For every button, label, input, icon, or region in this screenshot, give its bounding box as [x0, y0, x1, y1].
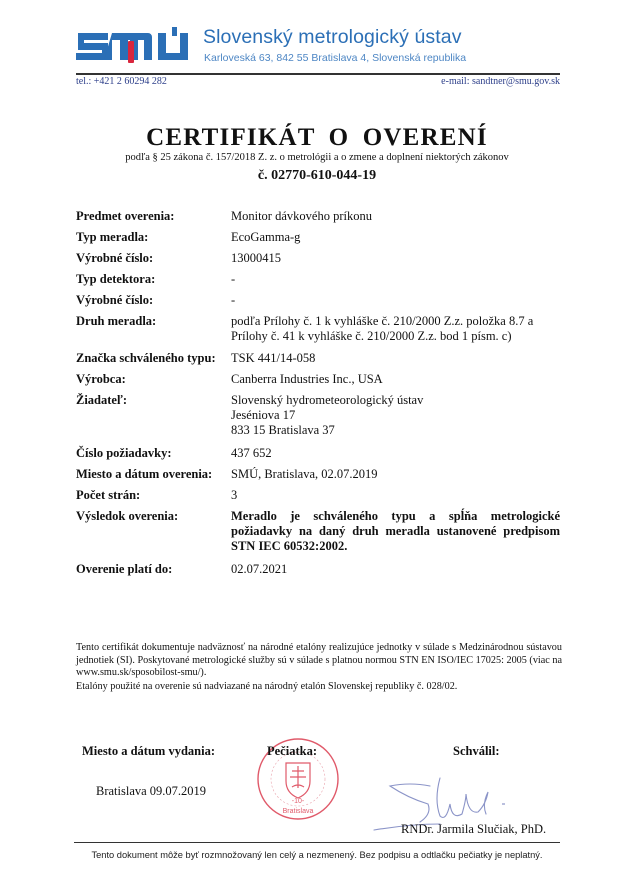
field-value-manufacturer: Canberra Industries Inc., USA — [231, 372, 383, 386]
approver-name: RNDr. Jarmila Slučiak, PhD. — [401, 822, 547, 836]
phone-number: tel.: +421 2 60294 282 — [76, 76, 167, 87]
field-value-detector-type: - — [231, 272, 236, 286]
issue-place-date-value: Bratislava 09.07.2019 — [96, 784, 207, 798]
field-label: Výrobca: — [76, 372, 126, 386]
field-value-detector-serial: - — [231, 293, 236, 307]
field-label: Overenie platí do: — [76, 562, 173, 576]
field-value-page-count: 3 — [231, 488, 238, 502]
field-label: Predmet overenia: — [76, 209, 175, 223]
certificate-number: č. 02770-610-044-19 — [257, 168, 377, 183]
field-label: Žiadateľ: — [76, 393, 127, 407]
stamp-number: -10- — [291, 798, 305, 805]
stamp-city: Bratislava — [282, 808, 314, 815]
field-value-verification-result: Meradlo je schváleného typu a spĺňa metrologické požiadavky na daný druh meradla ustanovené predpisom STN IEC 60532:2002. — [231, 509, 560, 553]
field-value-applicant: Slovenský hydrometeorologický ústav Jeséniova 17 833 15 Bratislava 37 — [231, 393, 424, 437]
smu-logo — [74, 25, 192, 67]
header-divider — [76, 73, 560, 75]
field-value-meter-type: EcoGamma-g — [231, 230, 301, 244]
footer-disclaimer: Tento dokument môže byť rozmnožovaný len celý a nezmenený. Bez podpisu a odtlačku pečiatky je neplatný. — [91, 850, 543, 860]
field-value-approval-mark: TSK 441/14-058 — [231, 351, 316, 365]
field-label: Číslo požiadavky: — [76, 446, 172, 460]
stamp-label: Pečiatka: — [267, 744, 317, 758]
field-value-valid-until: 02.07.2021 — [231, 562, 288, 576]
field-label: Výsledok overenia: — [76, 509, 179, 523]
approved-by-label: Schválil: — [453, 744, 500, 758]
field-label: Typ meradla: — [76, 230, 149, 244]
field-label: Výrobné číslo: — [76, 251, 154, 265]
organization-address: Karloveská 63, 842 55 Bratislava 4, Slovenská republika — [204, 52, 467, 64]
document-title: CERTIFIKÁT O OVERENÍ — [146, 124, 488, 151]
field-label: Značka schváleného typu: — [76, 351, 216, 365]
field-label: Počet strán: — [76, 488, 141, 502]
field-value-serial-number: 13000415 — [231, 251, 281, 265]
field-label: Typ detektora: — [76, 272, 156, 286]
standards-note: Etalóny použité na overenie sú nadviazané na národný etalón Slovenskej republiky č. 028/02. — [76, 681, 458, 692]
field-label: Druh meradla: — [76, 314, 157, 328]
organization-name: Slovenský metrologický ústav — [203, 26, 462, 48]
legal-basis: podľa § 25 zákona č. 157/2018 Z. z. o metrológii a o zmene a doplnení niektorých zákonov — [125, 152, 509, 163]
field-value-request-number: 437 652 — [231, 446, 272, 460]
email-address: e-mail: sandtner@smu.gov.sk — [441, 76, 560, 87]
issue-place-date-label: Miesto a dátum vydania: — [82, 744, 215, 758]
footer-divider — [74, 842, 560, 843]
field-value-subject: Monitor dávkového príkonu — [231, 209, 372, 223]
field-value-verification-place-date: SMÚ, Bratislava, 02.07.2019 — [231, 467, 378, 481]
field-value-meter-kind: podľa Prílohy č. 1 k vyhláške č. 210/2000 Z.z. položka 8.7 a Prílohy č. 41 k vyhláške č. 210/2000 Z.z. bod 1 písm. c) — [231, 314, 534, 343]
field-label: Výrobné číslo: — [76, 293, 154, 307]
traceability-note: Tento certifikát dokumentuje nadväznosť na národné etalóny realizujúce jednotky v súlade s Medzinárodnou sústavou jednotiek (SI). Poskytované metrologické služby sú v súlade s platnou normou STN EN ISO/IEC 17025: 2005 (viac na www.smu.sk/sposobilost-smu/). — [76, 642, 562, 678]
field-label: Miesto a dátum overenia: — [76, 467, 213, 481]
